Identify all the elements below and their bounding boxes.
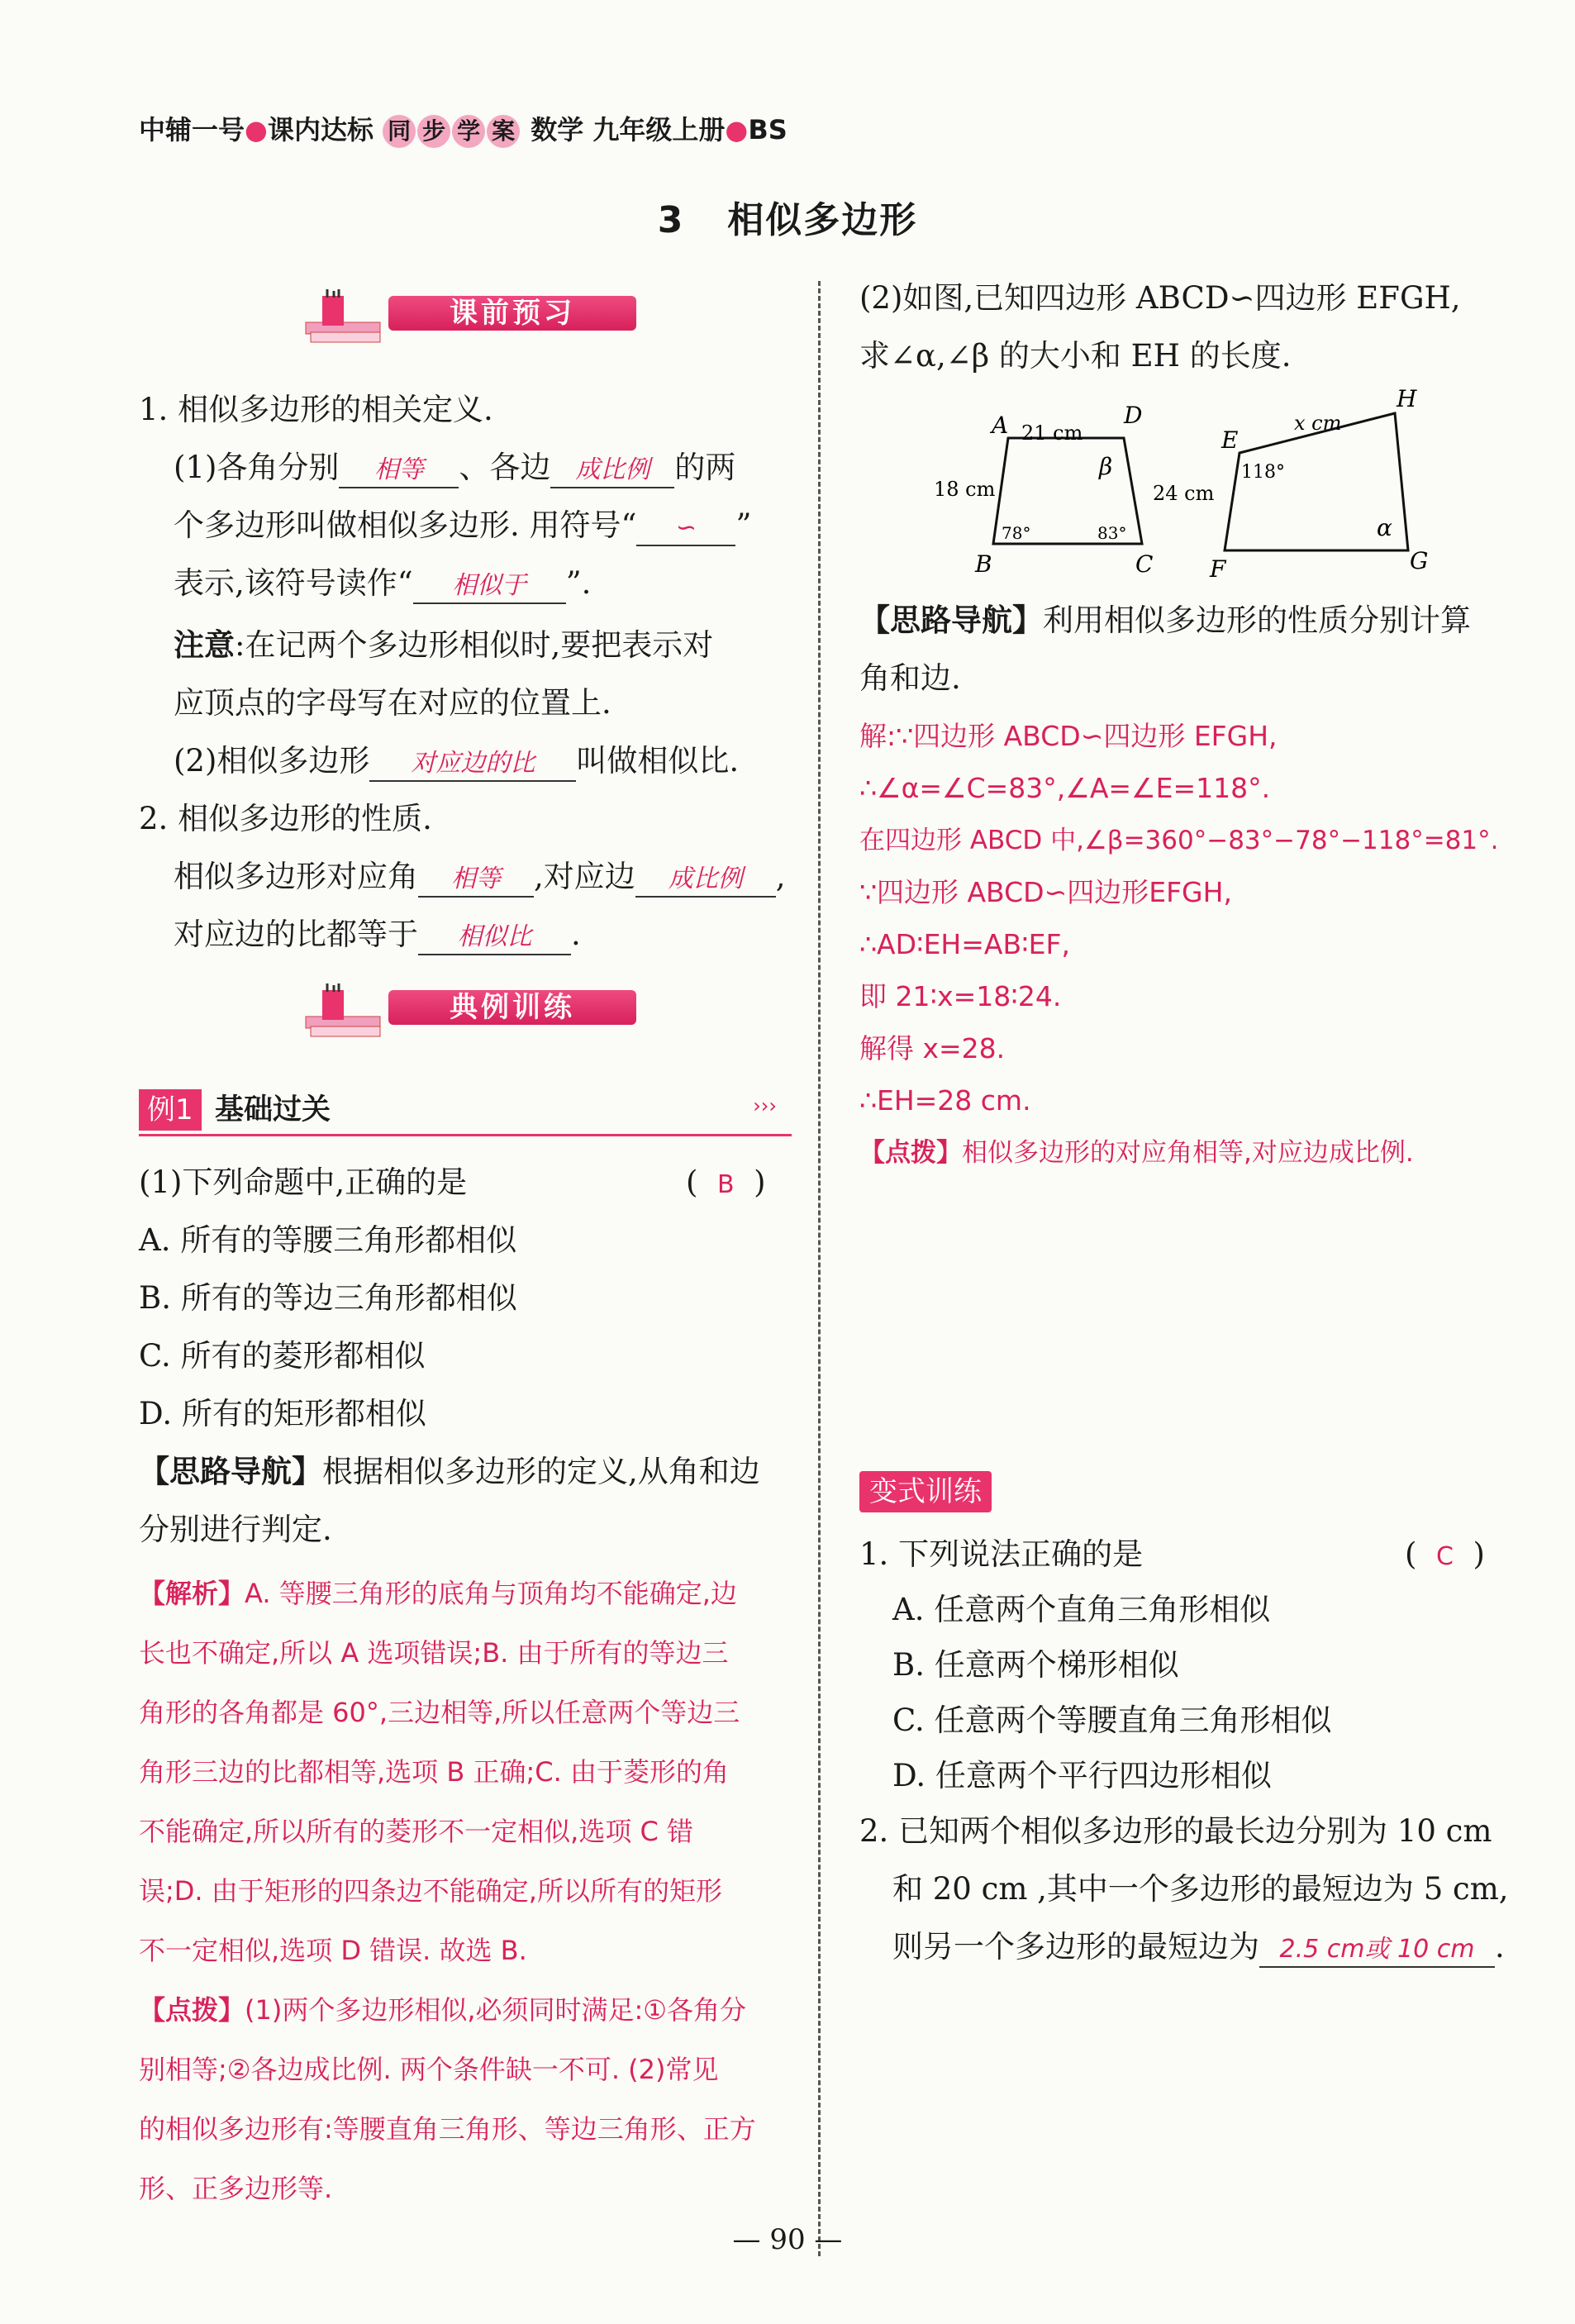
example-1-guide-line1: 【思路导航】根据相似多边形的定义,从角和边 [139, 1454, 760, 1489]
series-char-3: 学 [452, 115, 485, 148]
example-2-question-line2: 求∠α,∠β 的大小和 EH 的长度. [859, 338, 1292, 374]
variant-option-c: C. 任意两个等腰直角三角形相似 [892, 1703, 1332, 1738]
answer-blank-7: 成比例 [668, 864, 743, 893]
label-g: G [1410, 547, 1429, 574]
solution-line-5: ∴AD∶EH=AB∶EF, [859, 928, 1071, 960]
books-pencils-icon [297, 289, 388, 347]
solution-line-3: 在四边形 ABCD 中,∠β=360°−83°−78°−118°=81°. [859, 826, 1499, 855]
solution-line-4: ∵四边形 ABCD∽四边形EFGH, [859, 876, 1232, 908]
example-name: 基础过关 [215, 1093, 331, 1126]
preview-q2-title: 2. 相似多边形的性质. [139, 801, 432, 836]
variant-q1-answer-bracket: ( C ) [1405, 1536, 1485, 1572]
running-header: 中辅一号●课内达标 同 步 学 案 数学 九年级上册●BS [139, 109, 788, 148]
solution-line-7: 解得 x=28. [859, 1032, 1006, 1064]
books-pencils-icon [297, 983, 388, 1041]
variant-q2-line1: 2. 已知两个相似多边形的最长边分别为 10 cm [859, 1813, 1492, 1849]
example-1-analysis: 【解析】A. 等腰三角形的底角与顶角均不能确定,边 长也不确定,所以 A 选项错误;B. 由于所有的等边三 角形的各角都是 60°,三边相等,所以任意两个等边三 角形三边的比都相等,选项 B 正确;C. 由于菱形的角 不能确定,所以所有的菱形不一定相似,选项 C 错 误;D. 由于矩形的四条边不能确定,所以所有的矩形 不一定相似,选项 D 错误. 故选 B. [139, 1578, 740, 1966]
solution-line-8: ∴EH=28 cm. [859, 1084, 1031, 1117]
answer-blank-5: 对应边的比 [411, 749, 535, 778]
preview-q1-1-line2: 个多边形叫做相似多边形. 用符号“ ∽ ” [174, 496, 751, 555]
preview-q2-line1: 相似多边形对应角 相等 ,对应边 成比例 , [174, 847, 786, 907]
side-ad: 21 cm [1021, 421, 1083, 445]
note-line1: 注意:在记两个多边形相似时,要把表示对 [174, 627, 714, 663]
label-e: E [1221, 426, 1239, 454]
subject: 数学 [531, 114, 584, 145]
variant-q2-answer: 2.5 cm或 10 cm [1279, 1935, 1475, 1964]
variant-option-d: D. 任意两个平行四边形相似 [892, 1758, 1272, 1793]
preview-q2-line2: 对应边的比都等于 相似比 . [174, 905, 581, 964]
answer-blank-8: 相似比 [457, 922, 532, 951]
solution-line-2: ∴∠α=∠C=83°,∠A=∠E=118°. [859, 772, 1271, 804]
example-1-header [139, 1089, 792, 1136]
label-a: A [992, 412, 1009, 439]
solution-line-6: 即 21∶x=18∶24. [859, 980, 1062, 1012]
preview-q1-1-line3: 表示,该符号读作“ 相似于 ”. [174, 554, 591, 613]
arrows: ››› [753, 1094, 777, 1117]
side-ef: 24 cm [1153, 482, 1215, 505]
side-eh: x cm [1294, 412, 1342, 435]
example-2-guide-line1: 【思路导航】利用相似多边形的性质分别计算 [859, 602, 1471, 638]
page-title: 3 相似多边形 [657, 199, 918, 241]
column-divider [818, 281, 821, 2256]
label-beta: β [1099, 453, 1113, 480]
example-1-tip: 【点拨】(1)两个多边形相似,必须同时满足:①各角分 别相等;②各边成比例. 两个条件缺一不可. (2)常见 的相似多边形有:等腰直角三角形、等边三角形、正方 形、正多边形等. [139, 1994, 756, 2204]
series: 课内达标 [267, 114, 374, 145]
grade: 九年级上册 [592, 114, 726, 145]
example-2-tip: 【点拨】相似多边形的对应角相等,对应边成比例. [859, 1138, 1414, 1168]
page-number: — 90 — [732, 2223, 843, 2256]
example-1-answer: B [716, 1170, 735, 1199]
preview-q1-title: 1. 相似多边形的相关定义. [139, 392, 493, 427]
example-label: 例1 [139, 1089, 202, 1131]
angle-c: 83° [1097, 523, 1127, 543]
brand: 中辅一号 [139, 114, 245, 145]
side-ab: 18 cm [934, 478, 996, 501]
series-char-4: 案 [487, 115, 520, 148]
example-1-question: (1)下列命题中,正确的是 [139, 1164, 468, 1200]
label-alpha: α [1377, 514, 1392, 541]
answer-blank-1: 相等 [374, 455, 424, 484]
answer-blank-6: 相等 [451, 864, 501, 893]
angle-e: 118° [1241, 462, 1285, 483]
example-1-answer-bracket: ( B ) [686, 1164, 766, 1200]
variant-q2-line3: 则另一个多边形的最短边为 2.5 cm或 10 cm . [892, 1917, 1505, 1977]
label-c: C [1135, 550, 1154, 578]
series-char-2: 步 [417, 115, 450, 148]
variant-label: 变式训练 [859, 1471, 992, 1512]
example-2-question-line1: (2)如图,已知四边形 ABCD∽四边形 EFGH, [859, 280, 1461, 316]
variant-option-b: B. 任意两个梯形相似 [892, 1647, 1179, 1683]
option-d: D. 所有的矩形都相似 [139, 1396, 426, 1431]
section-banner-examples [297, 983, 645, 1030]
preview-q1-1-line1: (1)各角分别 相等 、各边 成比例 的两 [174, 438, 735, 498]
variant-option-a: A. 任意两个直角三角形相似 [892, 1592, 1271, 1627]
label-f: F [1210, 555, 1226, 583]
solution-line-1: 解:∵四边形 ABCD∽四边形 EFGH, [859, 720, 1278, 752]
section-banner-label: 典例训练 [388, 990, 636, 1025]
option-a: A. 所有的等腰三角形都相似 [139, 1222, 517, 1258]
answer-blank-2: 成比例 [575, 455, 650, 484]
option-c: C. 所有的菱形都相似 [139, 1338, 426, 1374]
section-banner-label: 课前预习 [388, 296, 636, 331]
note-line2: 应顶点的字母写在对应的位置上. [174, 685, 611, 721]
example-2-guide-line2: 角和边. [859, 660, 961, 696]
section-banner-preview [297, 289, 645, 336]
label-d: D [1124, 402, 1143, 429]
variant-q1-answer: C [1435, 1542, 1454, 1571]
variant-q1: 1. 下列说法正确的是 [859, 1536, 1144, 1572]
variant-q2-line2: 和 20 cm ,其中一个多边形的最短边为 5 cm, [892, 1871, 1509, 1907]
edition: BS [748, 114, 788, 145]
example-1-guide-line2: 分别进行判定. [139, 1512, 332, 1547]
angle-b: 78° [1002, 523, 1031, 543]
preview-q1-2: (2)相似多边形 对应边的比 叫做相似比. [174, 731, 739, 791]
option-b: B. 所有的等边三角形都相似 [139, 1280, 517, 1316]
quadrilateral-figure [925, 388, 1454, 587]
answer-blank-4: 相似于 [452, 571, 527, 600]
label-b: B [975, 550, 992, 578]
label-h: H [1397, 388, 1417, 412]
series-char-1: 同 [383, 115, 416, 148]
answer-blank-3: ∽ [675, 513, 697, 542]
